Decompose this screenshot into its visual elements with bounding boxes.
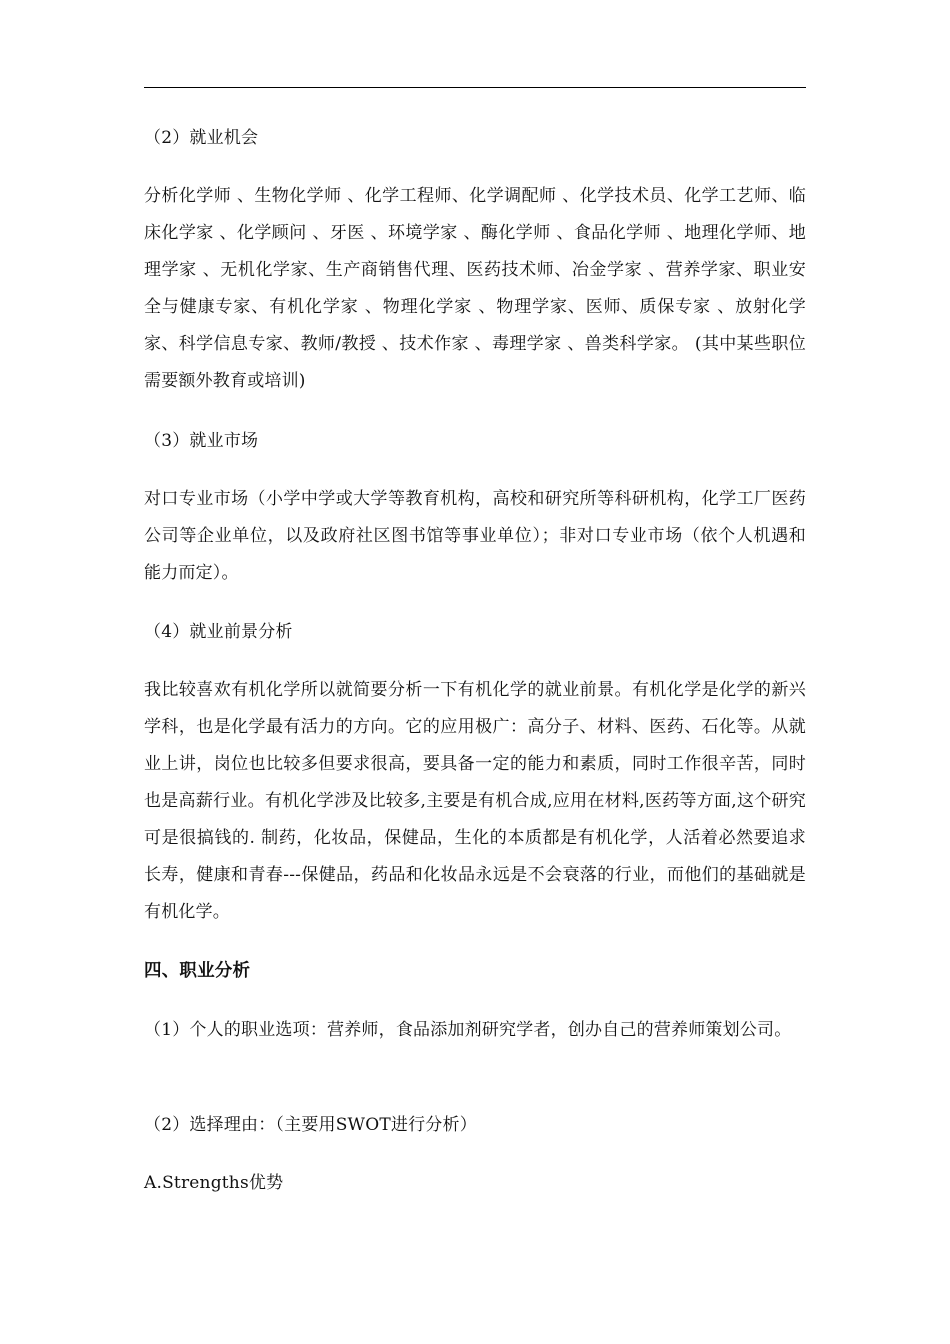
career-options-paragraph: （1）个人的职业选项：营养师，食品添加剂研究学者，创办自己的营养师策划公司。 — [144, 1020, 792, 1040]
strengths-line: A.Strengths优势 — [144, 1173, 284, 1193]
employment-opportunities-heading: （2）就业机会 — [144, 128, 259, 148]
selection-reasons-line: （2）选择理由：（主要用SWOT进行分析） — [144, 1115, 477, 1135]
employment-market-paragraph: 对口专业市场（小学中学或大学等教育机构，高校和研究所等科研机构，化学工厂医药公司等企业单位，以及政府社区图书馆等事业单位）；非对口专业市场（依个人机遇和能力而定）。 — [144, 489, 806, 583]
employment-market-heading: （3）就业市场 — [144, 431, 259, 451]
header-rule — [144, 87, 806, 88]
prospect-analysis-paragraph: 我比较喜欢有机化学所以就简要分析一下有机化学的就业前景。有机化学是化学的新兴学科，也是化学最有活力的方向。它的应用极广：高分子、材料、医药、石化等。从就业上讲，岗位也比较多但要求很高，要具备一定的能力和素质，同时工作很辛苦，同时也是高薪行业。有机化学涉及比较多,主要是有机合成,应用在材料,医药等方面,这个研究可是很搞钱的. 制药，化妆品，保健品，生化的本质都是有机化学，人活着必然要追求长寿，健康和青春---保健品，药品和化妆品永远是不会衰落的行业，而他们的基础就是有机化学。 — [144, 680, 806, 922]
prospect-analysis-heading: （4）就业前景分析 — [144, 622, 293, 642]
employment-opportunities-list: 分析化学师 、生物化学师 、化学工程师、化学调配师 、化学技术员、化学工艺师、临床化学家 、化学顾问 、牙医 、环境学家 、酶化学师 、食品化学师 、地理化学师、地理学家 、无机化学家、生产商销售代理、医药技术师、冶金学家 、营养学家、职业安全与健康专家、有机化学家 、物理化学家 、物理学家、医师、质保专家 、放射化学家、科学信息专家、教师/教授 、技术作家 、毒理学家 、兽类科学家。 (其中某些职位需要额外教育或培训) — [144, 186, 806, 391]
career-analysis-heading: 四、职业分析 — [144, 961, 251, 981]
